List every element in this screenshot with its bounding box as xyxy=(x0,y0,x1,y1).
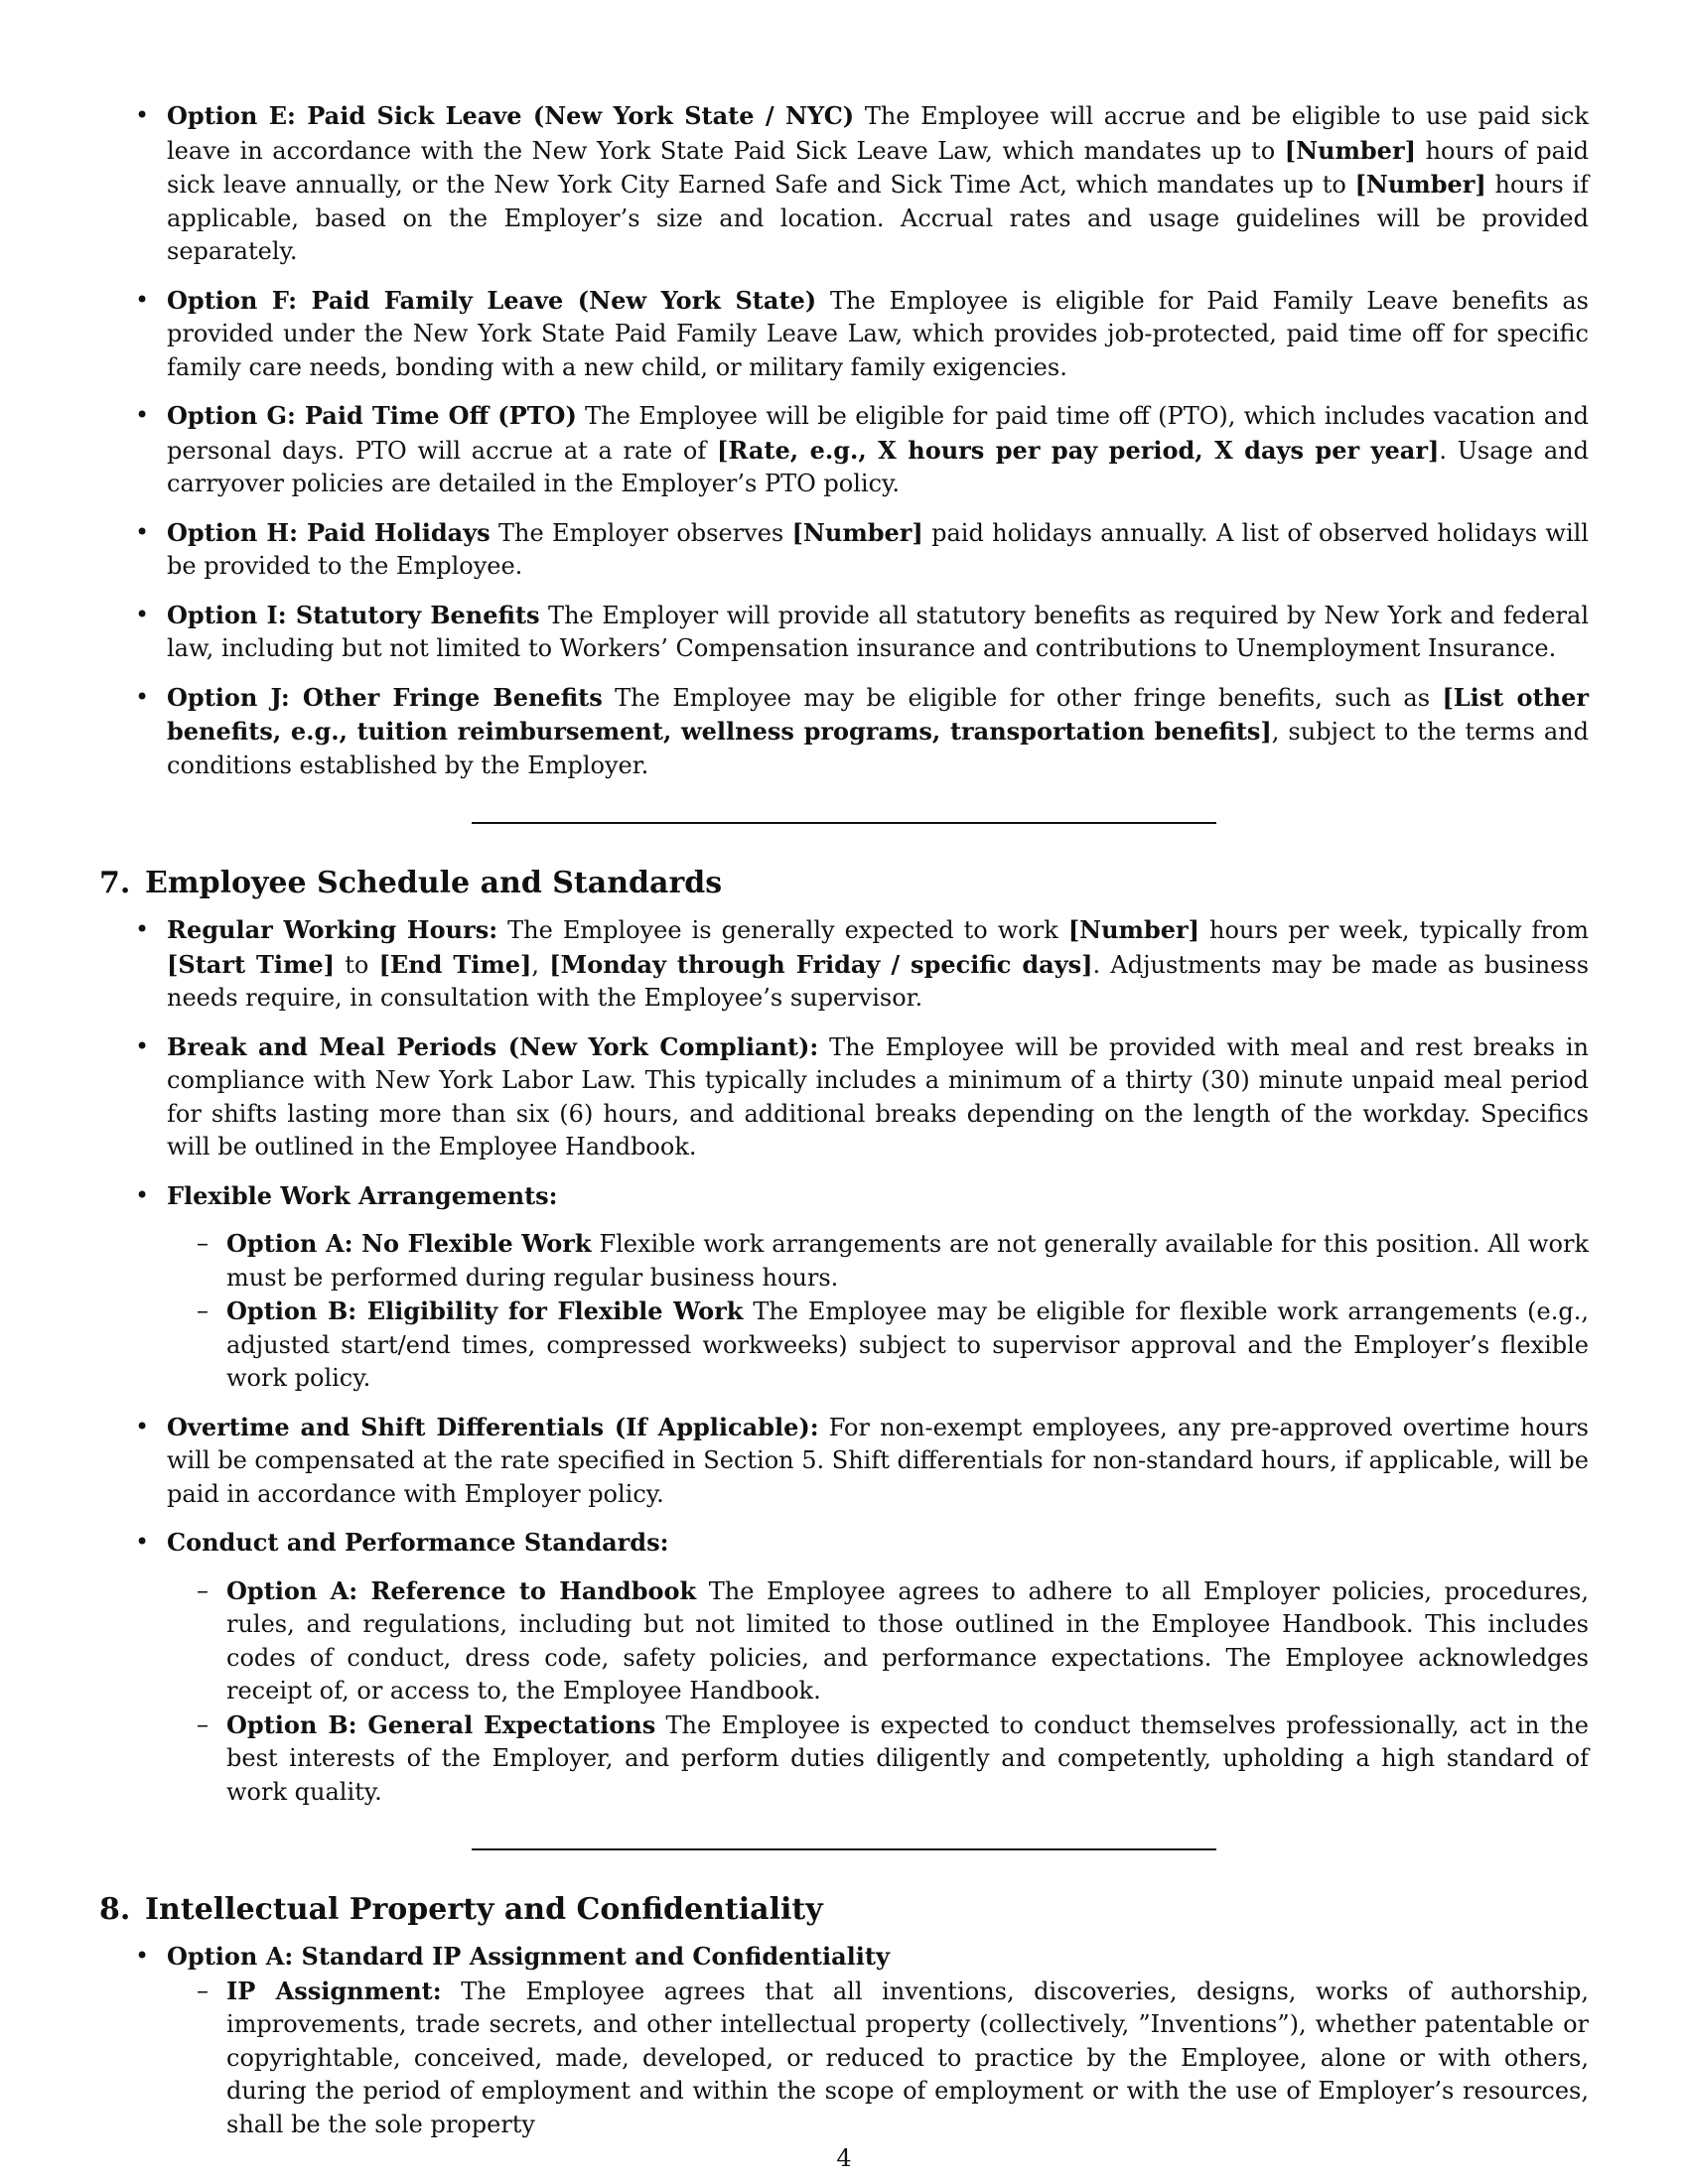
section-8-heading xyxy=(99,1890,1589,1930)
section-number: 7. xyxy=(99,866,131,900)
item-title: Regular Working Hours: xyxy=(167,915,498,944)
list-item xyxy=(99,99,1589,269)
placeholder-field: [Number] xyxy=(1354,170,1486,199)
item-text: The Employee may be eligible for other fringe benefits, such as xyxy=(602,683,1443,712)
item-title: Option J: Other Fringe Benefits xyxy=(167,682,603,712)
sub-option-text: The Employee may be eligible for flexible work arrangements (e.g., adjusted start/end times, compressed workweeks) subject to supervisor approval and the Employer’s flexible work policy. xyxy=(226,1297,1589,1392)
sub-option-list xyxy=(167,1574,1589,1810)
sub-option-title: Option A: Reference to Handbook xyxy=(226,1575,697,1605)
section-divider xyxy=(472,1848,1216,1850)
sub-option-title: Option B: General Expectations xyxy=(226,1709,656,1739)
list-item xyxy=(99,1526,1589,1809)
list-item xyxy=(99,1030,1589,1164)
sub-option-item xyxy=(167,1227,1589,1295)
schedule-standards-list xyxy=(99,913,1589,1809)
item-text: hours of paid sick leave annually, or the New York City Earned Safe and Sick Time Act, which mandates up to xyxy=(167,136,1589,199)
item-text: The Employee will be eligible for paid time off (PTO), which includes vacation and personal days. PTO will accrue at a rate of xyxy=(167,402,1589,465)
list-item xyxy=(99,1179,1589,1396)
list-item xyxy=(99,913,1589,1016)
sub-option-list xyxy=(167,1975,1589,2142)
sub-option-item xyxy=(167,1708,1589,1810)
list-item xyxy=(99,1940,1589,2141)
sub-option-text: Flexible work arrangements are not generally available for this position. All work must be performed during regular business hours. xyxy=(226,1230,1589,1292)
item-text: , subject to the terms and conditions established by the Employer. xyxy=(167,718,1590,779)
list-item xyxy=(99,284,1589,385)
section-7-heading xyxy=(99,864,1589,903)
sub-option-title: Option B: Eligibility for Flexible Work xyxy=(226,1297,744,1325)
item-text: The Employee is eligible for Paid Family Leave benefits as provided under the New York State Paid Family Leave Law, which provides job-protected, paid time off for specific family care needs, bonding with a new child, or military family exigencies. xyxy=(167,286,1589,381)
item-title: Conduct and Performance Standards: xyxy=(167,1528,669,1557)
item-title: Flexible Work Arrangements: xyxy=(167,1180,558,1210)
item-text: . Usage and carryover policies are detailed in the Employer’s PTO policy. xyxy=(167,436,1589,497)
page-number: 4 xyxy=(836,2144,852,2172)
item-text: The Employee is generally expected to work xyxy=(497,916,1068,944)
placeholder-field: [Rate, e.g., X hours per pay period, X days per year] xyxy=(717,435,1440,465)
item-title: Option I: Statutory Benefits xyxy=(167,600,540,629)
item-text: The Employee will be provided with meal and rest breaks in compliance with New York Labor Law. This typically includes a minimum of a thirty (30) minute unpaid meal period for shifts lasting more than six (6) hours, and additional breaks depending on the length of the workday. Specifics will be outlined in the Employee Handbook. xyxy=(167,1032,1589,1160)
section-title: Employee Schedule and Standards xyxy=(145,866,723,900)
placeholder-field: [Number] xyxy=(791,517,923,547)
sub-option-text: The Employee agrees to adhere to all Employer policies, procedures, rules, and regulations, including but not limited to those outlined in the Employee Handbook. This includes codes of conduct, dress code, safety policies, and performance expectations. The Employee acknowledges receipt of, or access to, the Employee Handbook. xyxy=(226,1576,1589,1705)
sub-option-item xyxy=(167,1574,1589,1708)
placeholder-field: [Monday through Friday / specific days] xyxy=(549,949,1093,979)
item-title: Option H: Paid Holidays xyxy=(167,517,491,547)
item-text: The Employer will provide all statutory benefits as required by New York and federal law, including but not limited to Workers’ Compensation insurance and contributions to Unemployment Insurance. xyxy=(167,601,1589,662)
placeholder-field: [Number] xyxy=(1067,915,1199,944)
item-text: The Employee will accrue and be eligible to use paid sick leave in accordance with the New York State Paid Sick Leave Law, which mandates up to xyxy=(167,102,1589,165)
ip-confidentiality-list xyxy=(99,1940,1589,2141)
item-text: hours if applicable, based on the Employer’s size and location. Accrual rates and usage guidelines will be provided separately. xyxy=(167,171,1590,265)
sub-option-item xyxy=(167,1975,1589,2142)
sub-option-text: The Employee agrees that all inventions, discoveries, designs, works of authorship, improvements, trade secrets, and other intellectual property (collectively, ”Inventions”), whether patentable or copyrightable, conceived, made, developed, or reduced to practice by the Employee, alone or with others, during the period of employment and within the scope of employment or with the use of Employer’s resources, shall be the sole property xyxy=(226,1977,1590,2138)
list-item xyxy=(99,599,1589,666)
item-text: to xyxy=(335,950,379,979)
placeholder-field: [Start Time] xyxy=(167,949,336,979)
placeholder-field: [End Time] xyxy=(378,949,532,979)
section-number: 8. xyxy=(99,1892,131,1927)
sub-option-item xyxy=(167,1295,1589,1396)
list-item xyxy=(99,681,1589,783)
placeholder-field: [Number] xyxy=(1284,135,1416,165)
item-title: Break and Meal Periods (New York Compliant): xyxy=(167,1031,819,1061)
item-text: . Adjustments may be made as business needs require, in consultation with the Employee’s supervisor. xyxy=(167,950,1590,1012)
item-title: Option E: Paid Sick Leave (New York State / NYC) xyxy=(167,101,855,130)
page-content xyxy=(99,99,1589,2156)
section-title: Intellectual Property and Confidentiality xyxy=(145,1892,823,1927)
item-title: Option G: Paid Time Off (PTO) xyxy=(167,401,577,430)
list-item xyxy=(99,516,1589,584)
list-item xyxy=(99,1411,1589,1512)
item-title: Overtime and Shift Differentials (If Applicable): xyxy=(167,1412,819,1441)
item-text: hours per week, typically from xyxy=(1199,916,1590,944)
item-text: , xyxy=(531,950,550,979)
item-text: paid holidays annually. A list of observed holidays will be provided to the Employee. xyxy=(167,518,1589,580)
item-text: For non-exempt employees, any pre-approved overtime hours will be compensated at the rate specified in Section 5. Shift differentials for non-standard hours, if applicable, will be paid in accordance with Employer policy. xyxy=(167,1413,1590,1508)
placeholder-field: [List other benefits, e.g., tuition reimbursement, wellness programs, transportation benefits] xyxy=(167,682,1589,746)
section-divider xyxy=(472,822,1216,824)
item-title: Option A: Standard IP Assignment and Confidentiality xyxy=(167,1942,890,1971)
item-title: Option F: Paid Family Leave (New York State) xyxy=(167,285,817,315)
sub-option-title: Option A: No Flexible Work xyxy=(226,1229,592,1258)
sub-option-list xyxy=(167,1227,1589,1396)
sub-option-title: IP Assignment: xyxy=(226,1976,442,2005)
list-item xyxy=(99,399,1589,501)
benefit-options-list xyxy=(99,99,1589,782)
item-text: The Employer observes xyxy=(490,518,792,547)
sub-option-text: The Employee is expected to conduct themselves professionally, act in the best interests of the Employer, and perform duties diligently and competently, upholding a high standard of work quality. xyxy=(226,1710,1589,1806)
